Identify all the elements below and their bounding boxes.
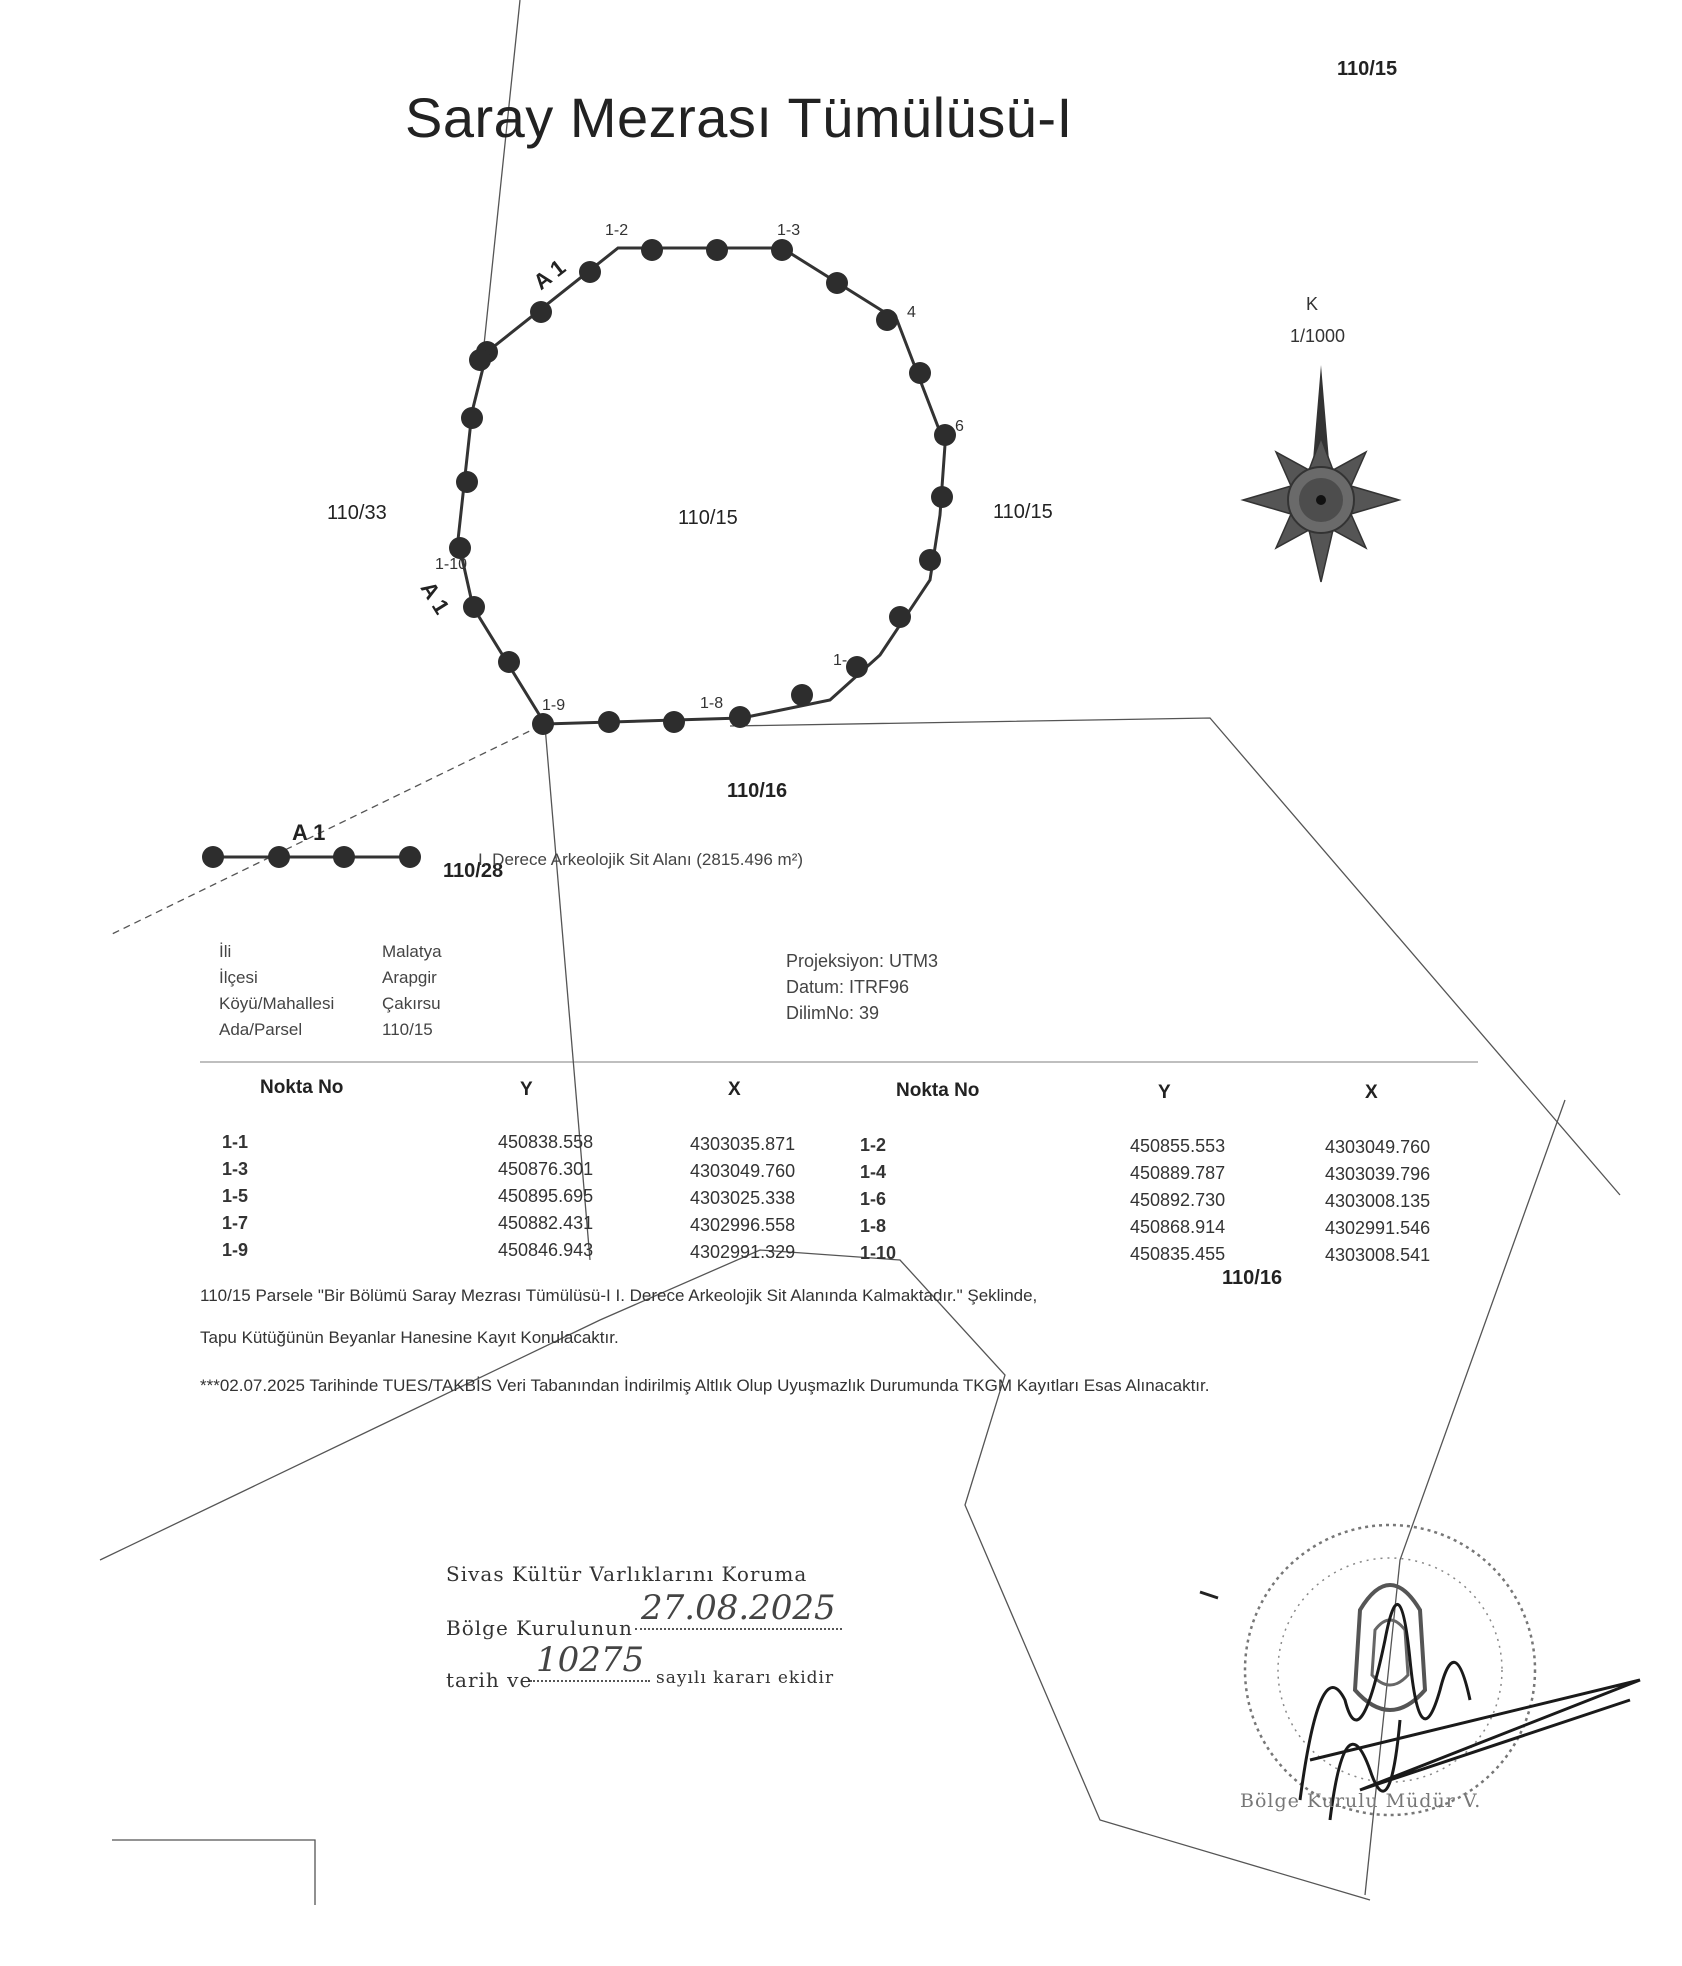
stamp-line-1: Sivas Kültür Varlıklarını Koruma xyxy=(446,1562,808,1586)
boundary-point xyxy=(706,239,728,261)
boundary-point xyxy=(469,349,491,371)
point-label-1-2: 1-2 xyxy=(605,222,629,239)
note-line-1: 110/15 Parsele "Bir Bölümü Saray Mezrası Tümülüsü-I I. Derece Arkeolojik Sit Alanında Kalmaktadır." Şeklinde, xyxy=(200,1286,1038,1305)
compass-rose-icon xyxy=(1243,365,1399,582)
parcel-label-lower-left: 110/28 xyxy=(443,860,504,882)
table-cell-y: 450892.730 xyxy=(1130,1190,1226,1210)
table-cell-point: 1-6 xyxy=(860,1189,887,1209)
stamp-decision-no: 10275 xyxy=(530,1640,650,1682)
parcel-label-right: 110/15 xyxy=(993,501,1053,523)
table-cell-y: 450846.943 xyxy=(498,1240,594,1260)
table-cell-x: 4303035.871 xyxy=(690,1134,796,1154)
table-cell-point: 1-9 xyxy=(222,1240,249,1260)
info-value: Arapgir xyxy=(382,968,437,987)
table-cell-point: 1-2 xyxy=(860,1135,887,1155)
point-label-1-10: 1-10 xyxy=(435,556,468,573)
boundary-point xyxy=(663,711,685,733)
table-header-point-no: Nokta No xyxy=(896,1080,980,1101)
seal-caption: Bölge Kurulu Müdür V. xyxy=(1240,1790,1482,1812)
boundary-point xyxy=(463,596,485,618)
boundary-point xyxy=(579,261,601,283)
archaeological-boundary xyxy=(449,239,956,735)
stamp-date: 27.08.2025 xyxy=(635,1588,842,1630)
legend-text: I. Derece Arkeolojik Sit Alanı (2815.496 m²) xyxy=(478,850,804,869)
point-label-1-9: 1-9 xyxy=(542,697,566,714)
table-cell-y: 450868.914 xyxy=(1130,1217,1226,1237)
table-cell-y: 450882.431 xyxy=(498,1213,594,1233)
table-cell-y: 450876.301 xyxy=(498,1159,594,1179)
boundary-point xyxy=(530,301,552,323)
boundary-point xyxy=(909,362,931,384)
table-cell-x: 4303049.760 xyxy=(1325,1137,1431,1157)
boundary-point xyxy=(934,424,956,446)
table-cell-y: 450838.558 xyxy=(498,1132,594,1152)
table-header-point-no: Nokta No xyxy=(260,1077,344,1098)
boundary-point xyxy=(826,272,848,294)
compass-center xyxy=(1316,495,1326,505)
table-cell-x: 4302996.558 xyxy=(690,1215,796,1235)
info-value: 110/15 xyxy=(382,1020,433,1039)
boundary-point xyxy=(931,486,953,508)
signature-icon xyxy=(1300,1604,1640,1820)
info-value: Malatya xyxy=(382,942,442,961)
seal-dash xyxy=(1200,1592,1218,1598)
page-title: Saray Mezrası Tümülüsü-I xyxy=(405,86,1073,149)
parcel-label-center: 110/15 xyxy=(678,507,738,529)
table-cell-y: 450855.553 xyxy=(1130,1136,1226,1156)
table-cell-x: 4302991.329 xyxy=(690,1242,796,1262)
parcel-label-bottom: 110/16 xyxy=(727,780,788,802)
table-cell-point: 1-3 xyxy=(222,1159,249,1179)
info-label: Köyü/Mahallesi xyxy=(219,994,335,1013)
table-cell-y: 450895.695 xyxy=(498,1186,594,1206)
corner-parcel-ref: 110/15 xyxy=(1337,58,1398,80)
info-label: Ada/Parsel xyxy=(219,1020,303,1039)
table-cell-point: 1-1 xyxy=(222,1132,249,1152)
seal-mark xyxy=(1200,1592,1218,1598)
site-boundary-polygon xyxy=(458,248,945,724)
boundary-point xyxy=(729,706,751,728)
info-value: Çakırsu xyxy=(382,994,441,1013)
stamp-line-2-prefix: Bölge Kurulunun xyxy=(446,1616,633,1640)
boundary-marker-left: A 1 xyxy=(415,576,455,619)
zone-line: DilimNo: 39 xyxy=(786,1003,880,1023)
table-cell-x: 4303025.338 xyxy=(690,1188,796,1208)
table-header-x: X xyxy=(728,1079,741,1100)
table-cell-point: 1-8 xyxy=(860,1216,887,1236)
map-scale: 1/1000 xyxy=(1290,326,1346,346)
table-cell-point: 1-7 xyxy=(222,1213,249,1233)
boundary-point xyxy=(532,713,554,735)
table-cell-point: 1-10 xyxy=(860,1243,897,1263)
boundary-marker-top: A 1 xyxy=(528,254,571,295)
boundary-point xyxy=(598,711,620,733)
boundary-point xyxy=(846,656,868,678)
legend-point xyxy=(202,846,224,868)
point-label-6: 6 xyxy=(955,418,964,435)
legend-point xyxy=(399,846,421,868)
point-label-4: 4 xyxy=(907,304,916,321)
table-cell-x: 4303008.541 xyxy=(1325,1245,1431,1265)
official-seal-icon xyxy=(1245,1525,1535,1815)
table-cell-y: 450889.787 xyxy=(1130,1163,1226,1183)
boundary-point xyxy=(791,684,813,706)
table-cell-y: 450835.455 xyxy=(1130,1244,1226,1264)
table-header-y: Y xyxy=(1158,1082,1171,1103)
parcel-label-table-overlay: 110/16 xyxy=(1222,1267,1283,1289)
info-label: İli xyxy=(219,942,232,961)
seal-outer-ring xyxy=(1245,1525,1535,1815)
table-cell-point: 1-5 xyxy=(222,1186,249,1206)
boundary-point xyxy=(876,309,898,331)
datum-line: Datum: ITRF96 xyxy=(786,977,910,997)
legend-point xyxy=(268,846,290,868)
point-label-1-8: 1-8 xyxy=(700,695,724,712)
table-cell-x: 4302991.546 xyxy=(1325,1218,1431,1238)
boundary-points xyxy=(449,239,956,735)
table-cell-x: 4303039.796 xyxy=(1325,1164,1431,1184)
legend-symbol-label: A 1 xyxy=(292,820,326,845)
info-label: İlçesi xyxy=(219,968,258,987)
boundary-point xyxy=(771,239,793,261)
boundary-point xyxy=(919,549,941,571)
table-cell-point: 1-4 xyxy=(860,1162,887,1182)
note-line-3: ***02.07.2025 Tarihinde TUES/TAKBİS Veri Tabanından İndirilmiş Altlık Olup Uyuşmazlık Durumunda TKGM Kayıtları Esas Alınacaktır. xyxy=(200,1376,1210,1395)
boundary-point xyxy=(889,606,911,628)
table-cell-x: 4303049.760 xyxy=(690,1161,796,1181)
boundary-point xyxy=(456,471,478,493)
stamp-line-3-suffix: sayılı kararı ekidir xyxy=(656,1668,835,1688)
parcel-line-frame xyxy=(112,1840,315,1905)
north-label: K xyxy=(1306,294,1319,314)
table-header-y: Y xyxy=(520,1079,533,1100)
note-line-2: Tapu Kütüğünün Beyanlar Hanesine Kayıt Konulacaktır. xyxy=(200,1328,619,1347)
table-cell-x: 4303008.135 xyxy=(1325,1191,1431,1211)
boundary-point xyxy=(641,239,663,261)
parcel-label-left: 110/33 xyxy=(327,502,387,524)
point-label-1-7: 1- xyxy=(833,652,848,669)
table-header-x: X xyxy=(1365,1082,1378,1103)
projection-line: Projeksiyon: UTM3 xyxy=(786,951,939,971)
road-line-top xyxy=(484,0,520,345)
stamp-line-3-prefix: tarih ve xyxy=(446,1668,533,1692)
point-label-1-3: 1-3 xyxy=(777,222,801,239)
legend-point xyxy=(333,846,355,868)
boundary-point xyxy=(498,651,520,673)
boundary-point xyxy=(461,407,483,429)
legend-symbol xyxy=(202,846,421,868)
